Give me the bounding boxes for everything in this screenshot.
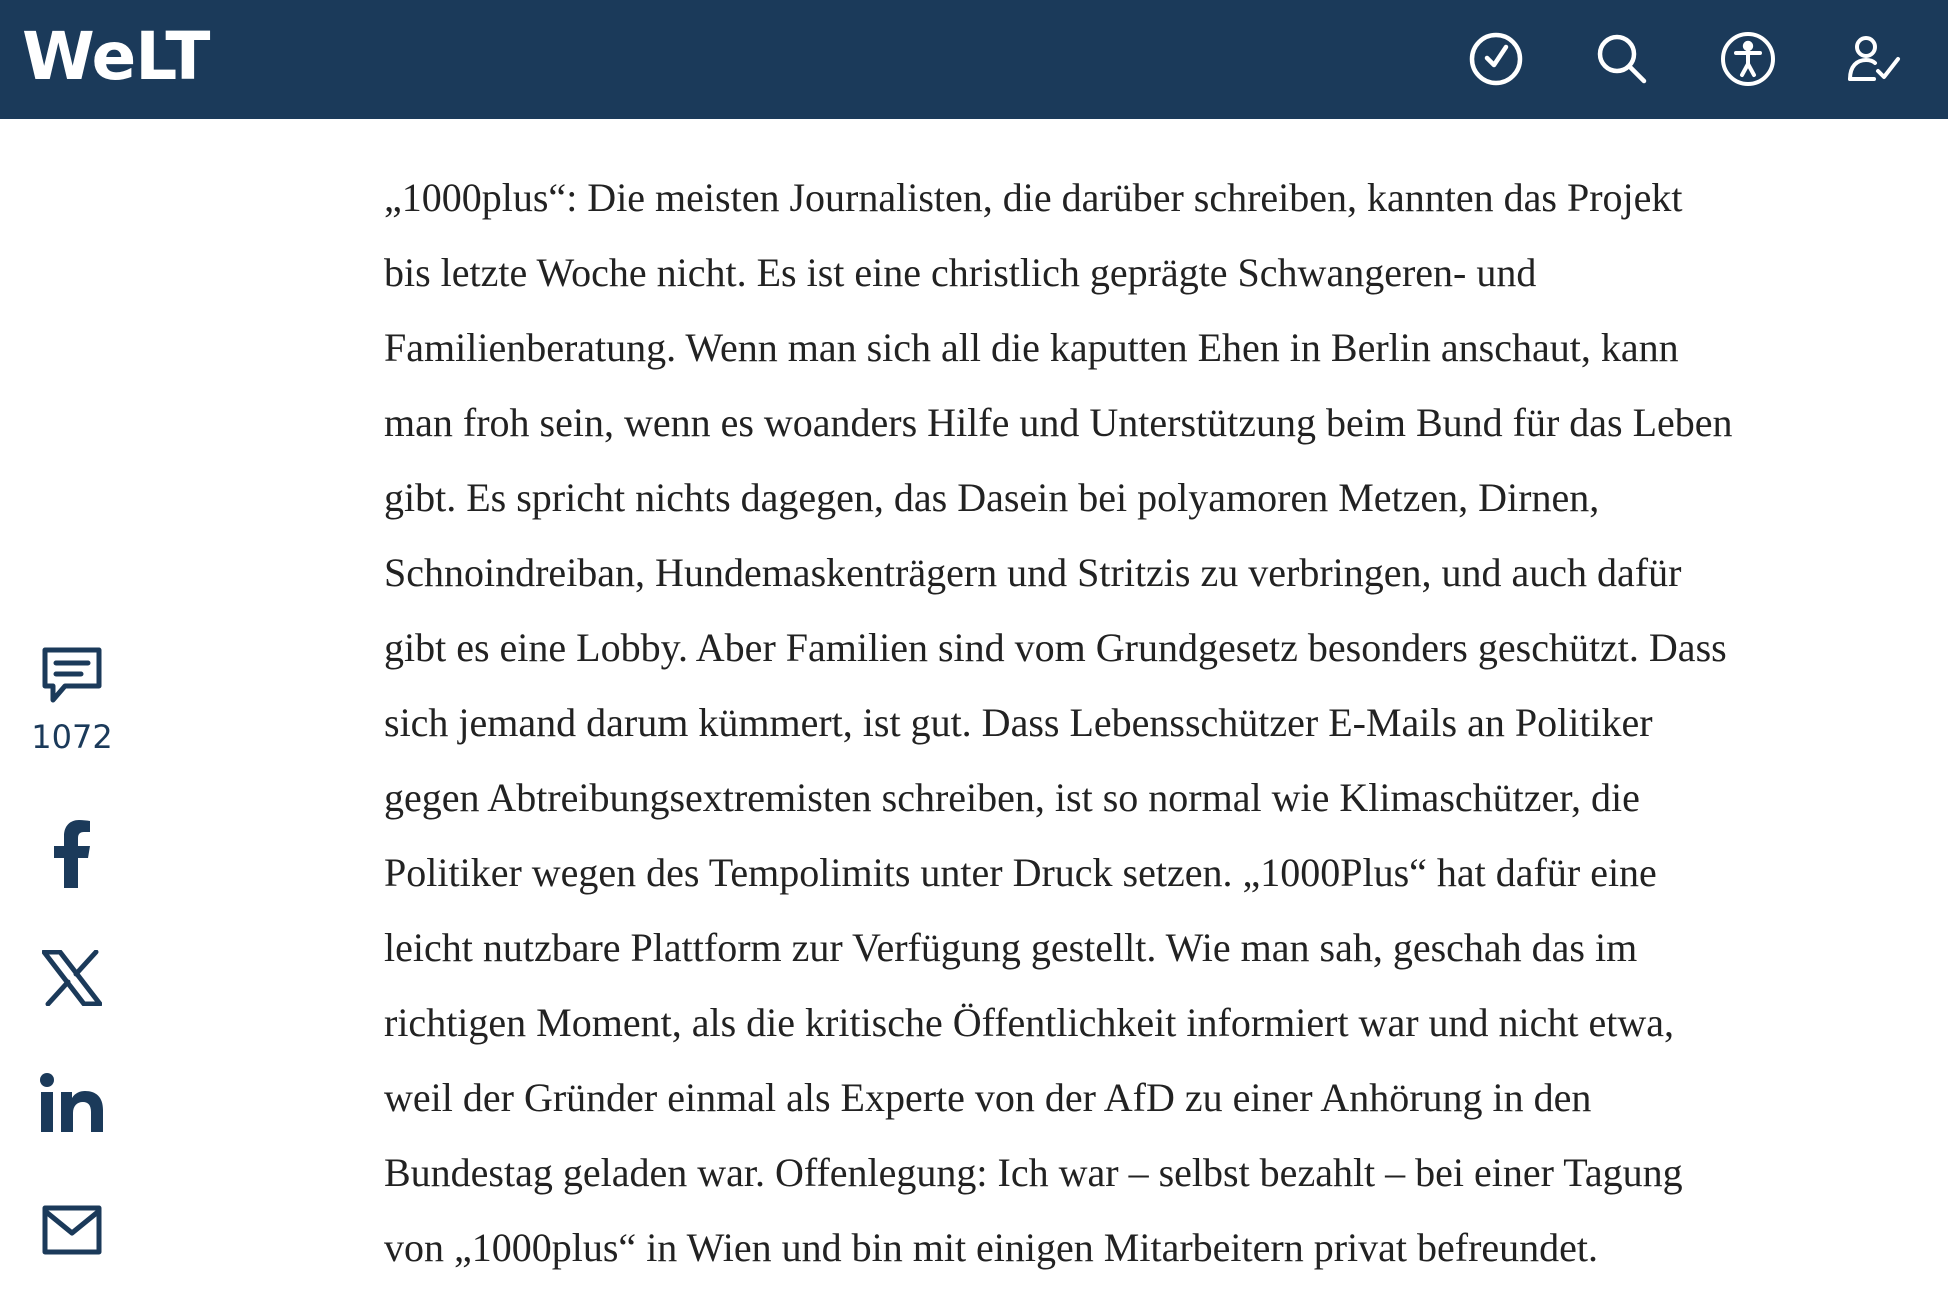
linkedin-icon	[39, 1072, 105, 1134]
top-navigation-bar	[0, 0, 1948, 119]
clock-check-icon[interactable]	[1466, 29, 1526, 89]
facebook-icon	[52, 820, 92, 888]
user-check-icon[interactable]	[1844, 29, 1904, 89]
x-icon	[42, 950, 102, 1006]
x-share-button[interactable]	[0, 950, 144, 1006]
article-line: „1000plus“: Die meisten Journalisten, die darüber schreiben, kannten das Projekt	[384, 175, 1683, 220]
article-line: man froh sein, wenn es woanders Hilfe und Unterstützung beim Bund für das Leben	[384, 400, 1733, 445]
comment-count[interactable]: 1072	[31, 718, 113, 756]
comment-icon	[39, 644, 105, 706]
article-paragraph	[384, 160, 1940, 1285]
article-line: Politiker wegen des Tempolimits unter Druck setzen. „1000Plus“ hat dafür eine	[384, 850, 1657, 895]
article-line: weil der Gründer einmal als Experte von der AfD zu einer Anhörung in den	[384, 1075, 1592, 1120]
article-line: richtigen Moment, als die kritische Öffentlichkeit informiert war und nicht etwa,	[384, 1000, 1674, 1045]
article-line: von „1000plus“ in Wien und bin mit einigen Mitarbeitern privat befreundet.	[384, 1225, 1599, 1270]
search-icon[interactable]	[1592, 29, 1652, 89]
linkedin-share-button[interactable]	[0, 1072, 144, 1134]
article-line: Schnoindreiban, Hundemaskenträgern und Stritzis zu verbringen, und auch dafür	[384, 550, 1682, 595]
article-line: Bundestag geladen war. Offenlegung: Ich war – selbst bezahlt – bei einer Tagung	[384, 1150, 1683, 1195]
comments-button[interactable]	[0, 644, 144, 706]
article-line: gibt es eine Lobby. Aber Familien sind vom Grundgesetz besonders geschützt. Dass	[384, 625, 1727, 670]
email-icon	[42, 1205, 102, 1255]
article-line: bis letzte Woche nicht. Es ist eine christlich geprägte Schwangeren- und	[384, 250, 1537, 295]
facebook-share-button[interactable]	[0, 820, 144, 888]
welt-logo[interactable]: WeLT	[22, 18, 210, 95]
article-line: sich jemand darum kümmert, ist gut. Dass Lebensschützer E-Mails an Politiker	[384, 700, 1653, 745]
article-line: leicht nutzbare Plattform zur Verfügung gestellt. Wie man sah, geschah das im	[384, 925, 1638, 970]
email-share-button[interactable]	[0, 1205, 144, 1255]
article-line: Familienberatung. Wenn man sich all die kaputten Ehen in Berlin anschaut, kann	[384, 325, 1679, 370]
article-line: gegen Abtreibungsextremisten schreiben, ist so normal wie Klimaschützer, die	[384, 775, 1640, 820]
article-line: gibt. Es spricht nichts dagegen, das Dasein bei polyamoren Metzen, Dirnen,	[384, 475, 1600, 520]
accessibility-icon[interactable]	[1718, 29, 1778, 89]
